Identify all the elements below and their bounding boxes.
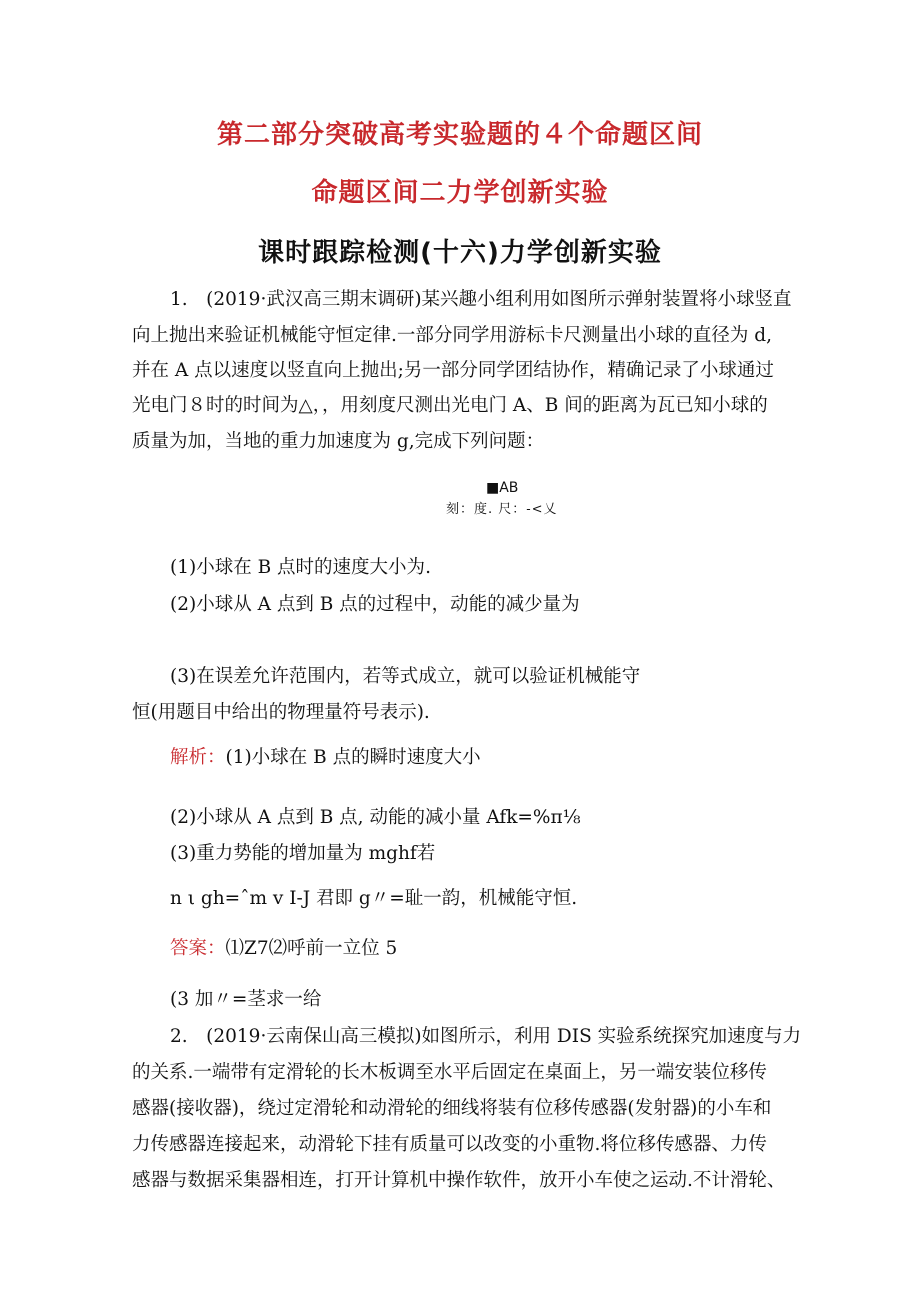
q2-line-2: 的关系.一端带有定滑轮的长木板调至水平后固定在桌面上，另一端安装位移传 bbox=[132, 1062, 767, 1083]
q1-line-5: 质量为加，当地的重力加速度为 g,完成下列问题： bbox=[132, 431, 545, 452]
analysis-line-1 bbox=[170, 745, 481, 771]
q2-line-5: 感器与数据采集器相连，打开计算机中操作软件，放开小车使之运动.不计滑轮、 bbox=[132, 1170, 786, 1191]
section-title: 命题区间二力学创新实验 bbox=[311, 178, 609, 208]
q2-line-1: 2. (2019·云南保山高三模拟)如图所示，利用 DIS 实验系统探究加速度与力 bbox=[170, 1026, 802, 1047]
q2-line-4: 力传感器连接起来，动滑轮下挂有质量可以改变的小重物.将位移传感器、力传 bbox=[132, 1134, 767, 1155]
q1-line-3: 并在 A 点以速度以竖直向上抛出;另一部分同学团结协作，精确记录了小球通过 bbox=[132, 360, 774, 381]
answer-line-2: (3 加〃=茎求一给 bbox=[170, 989, 322, 1010]
q1-sub-2: (2)小球从 A 点到 B 点的过程中，动能的减少量为 bbox=[170, 594, 580, 615]
analysis-line-3: (3)重力势能的增加量为 mghf若 bbox=[170, 843, 436, 864]
figure-label: ■AB bbox=[486, 480, 519, 496]
lesson-title: 课时跟踪检测(十六)力学创新实验 bbox=[258, 238, 662, 268]
analysis-text-1: (1)小球在 B 点的瞬时速度大小 bbox=[225, 747, 481, 768]
answer-label: 答案： bbox=[170, 938, 226, 959]
q1-line-4: 光电门８时的时间为△，，用刻度尺测出光电门 A、B 间的距离为瓦已知小球的 bbox=[132, 395, 768, 416]
q1-sub-3-line-2: 恒(用题目中给出的物理量符号表示). bbox=[132, 702, 430, 723]
analysis-line-2: (2)小球从 A 点到 B 点, 动能的减小量 Afk=%π⅛ bbox=[170, 807, 581, 828]
answer-text-1: ⑴Z7⑵呼前一立位 5 bbox=[225, 938, 398, 959]
q1-line-2: 向上抛出来验证机械能守恒定律.一部分同学用游标卡尺测量出小球的直径为 d, bbox=[132, 325, 772, 346]
analysis-line-4: n ι gh=ˆm v I-J 君即 g〃=耻一韵，机械能守恒. bbox=[170, 888, 578, 909]
q2-line-3: 感器(接收器)，绕过定滑轮和动滑轮的细线将装有位移传感器(发射器)的小车和 bbox=[132, 1098, 772, 1119]
answer-line-1 bbox=[170, 936, 397, 962]
q1-sub-1: (1)小球在 B 点时的速度大小为. bbox=[170, 557, 431, 578]
part-title: 第二部分突破高考实验题的４个命题区间 bbox=[216, 120, 703, 150]
figure-caption: 刻：度. 尺：-<乂 bbox=[446, 502, 558, 517]
q1-sub-3-line-1: (3)在误差允许范围内，若等式成立，就可以验证机械能守 bbox=[170, 666, 641, 687]
q1-line-1: 1. (2019·武汉高三期末调研)某兴趣小组利用如图所示弹射装置将小球竖直 bbox=[170, 289, 792, 310]
analysis-label: 解析： bbox=[170, 747, 226, 768]
